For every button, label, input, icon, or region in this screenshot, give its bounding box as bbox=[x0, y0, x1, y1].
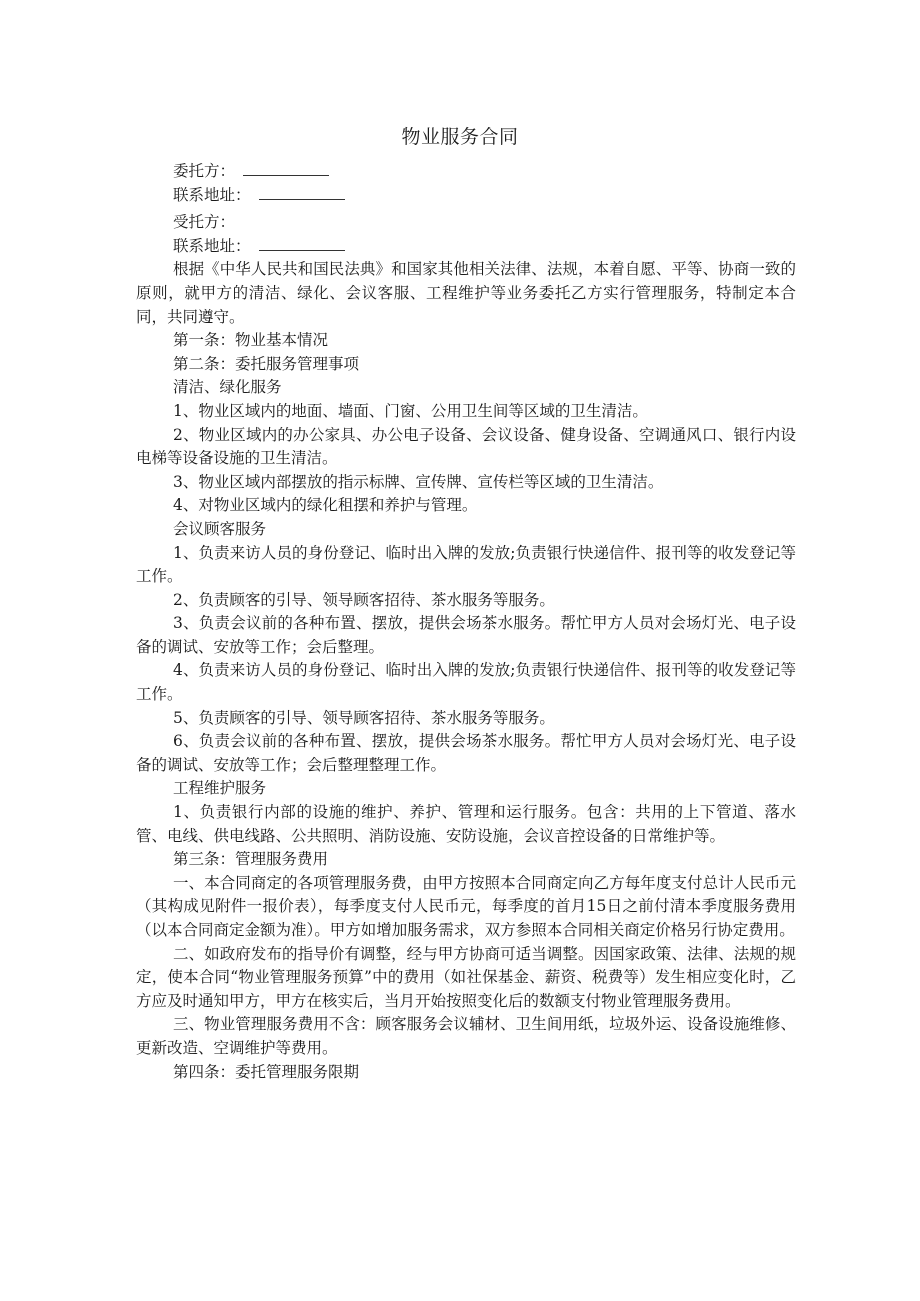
subsection-heading: 清洁、绿化服务 bbox=[173, 378, 282, 397]
party-b-address-label: 联系地址： bbox=[173, 236, 251, 255]
paragraph: 3、物业区域内部摆放的指示标牌、宣传牌、宣传栏等区域的卫生清洁。 bbox=[173, 472, 664, 491]
party-b-label: 受托方： bbox=[173, 213, 236, 232]
party-a-line bbox=[136, 160, 796, 184]
party-b-address-blank[interactable] bbox=[259, 236, 345, 251]
paragraph: 1、物业区域内的地面、墙面、门窗、公用卫生间等区域的卫生清洁。 bbox=[173, 401, 648, 420]
section-heading: 第二条：委托服务管理事项 bbox=[173, 354, 360, 373]
party-a-address-line bbox=[136, 184, 796, 208]
party-b-address-line bbox=[136, 235, 796, 259]
party-a-blank[interactable] bbox=[243, 161, 329, 176]
party-a-address-blank[interactable] bbox=[259, 185, 345, 200]
paragraph: 一、本合同商定的各项管理服务费，由甲方按照本合同商定向乙方每年度支付总计人民币元（其构成见附件一报价表），每季度支付人民币元，每季度的首月15日之前付清本季度服务费用（以本合同商定金额为准）。甲方如增加服务需求，双方参照本合同相关商定价格另行协定费用。 bbox=[136, 873, 796, 939]
party-b-line bbox=[136, 211, 796, 235]
paragraph: 5、负责顾客的引导、领导顾客招待、茶水服务等服务。 bbox=[173, 708, 555, 727]
paragraph: 2、负责顾客的引导、领导顾客招待、茶水服务等服务。 bbox=[173, 590, 555, 609]
paragraph: 1、负责银行内部的设施的维护、养护、管理和运行服务。包含：共用的上下管道、落水管、电线、供电线路、公共照明、消防设施、安防设施，会议音控设备的日常维护等。 bbox=[136, 803, 796, 845]
paragraph: 3、负责会议前的各种布置、摆放，提供会场茶水服务。帮忙甲方人员对会场灯光、电子设备的调试、安放等工作；会后整理。 bbox=[136, 614, 796, 656]
document-body bbox=[136, 160, 796, 1084]
subsection-heading: 会议顾客服务 bbox=[173, 519, 267, 538]
paragraph: 二、如政府发布的指导价有调整，经与甲方协商可适当调整。因国家政策、法律、法规的规定，使本合同“物业管理服务预算”中的费用（如社保基金、薪资、税费等）发生相应变化时，乙方应及时通知甲方，甲方在核实后，当月开始按照变化后的数额支付物业管理服务费用。 bbox=[136, 944, 796, 1010]
paragraph: 三、物业管理服务费用不含：顾客服务会议辅材、卫生间用纸，垃圾外运、设备设施维修、更新改造、空调维护等费用。 bbox=[136, 1015, 796, 1057]
party-a-label: 委托方： bbox=[173, 162, 236, 180]
paragraph: 4、负责来访人员的身份登记、临时出入牌的发放;负责银行快递信件、报刊等的收发登记等工作。 bbox=[136, 661, 796, 704]
section-heading: 第一条：物业基本情况 bbox=[173, 331, 329, 350]
document-title: 物业服务合同 bbox=[401, 126, 519, 148]
party-a-address-label: 联系地址： bbox=[173, 185, 251, 204]
section-heading: 第四条：委托管理服务限期 bbox=[173, 1062, 360, 1081]
subsection-heading: 工程维护服务 bbox=[173, 779, 267, 798]
paragraph: 6、负责会议前的各种布置、摆放，提供会场茶水服务。帮忙甲方人员对会场灯光、电子设备的调试、安放等工作；会后整理整理工作。 bbox=[136, 732, 796, 774]
section-heading: 第三条：管理服务费用 bbox=[173, 850, 329, 869]
paragraph: 4、对物业区域内的绿化租摆和养护与管理。 bbox=[173, 496, 478, 515]
paragraph: 1、负责来访人员的身份登记、临时出入牌的发放;负责银行快递信件、报刊等的收发登记等工作。 bbox=[136, 543, 796, 586]
paragraph: 根据《中华人民共和国民法典》和国家其他相关法律、法规，本着自愿、平等、协商一致的原则，就甲方的清洁、绿化、会议客服、工程维护等业务委托乙方实行管理服务，特制定本合同，共同遵守。 bbox=[136, 260, 796, 326]
paragraph: 2、物业区域内的办公家具、办公电子设备、会议设备、健身设备、空调通风口、银行内设电梯等设备设施的卫生清洁。 bbox=[136, 425, 796, 468]
